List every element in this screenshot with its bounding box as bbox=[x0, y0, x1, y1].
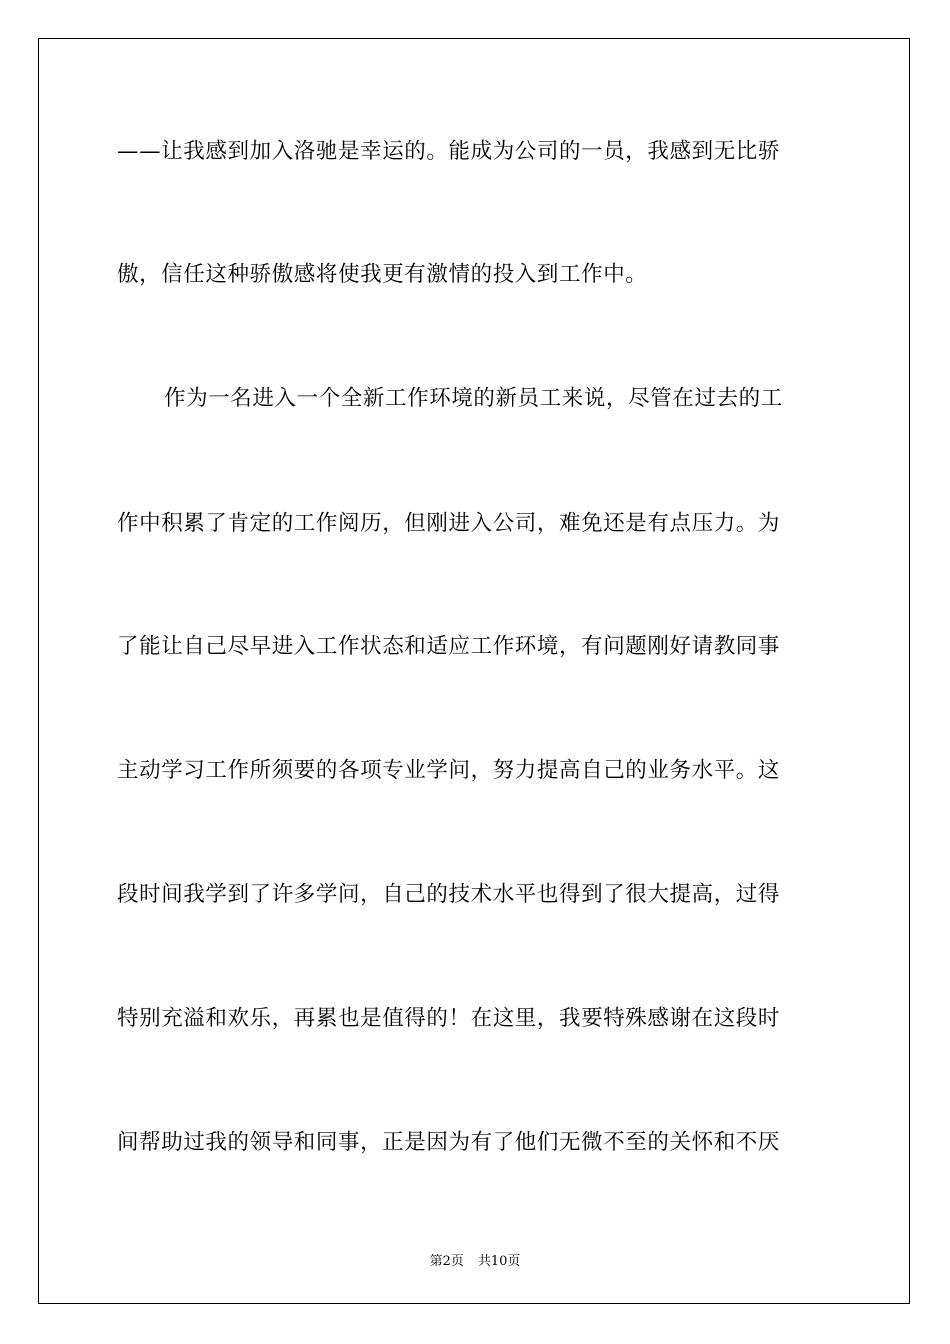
paragraph-first-line: 作为一名进入一个全新工作环境的新员工来说，尽管在过去的工 bbox=[164, 386, 783, 411]
text-line: 主动学习工作所须要的各项专业学问，努力提高自己的业务水平。这 bbox=[117, 758, 781, 783]
text-line: 特别充溢和欢乐，再累也是值得的！在这里，我要特殊感谢在这段时 bbox=[117, 1006, 781, 1031]
page-footer bbox=[0, 1250, 950, 1269]
page-number-current: 第2页 bbox=[429, 1254, 464, 1269]
text-line: ——让我感到加入洛驰是幸运的。能成为公司的一员，我感到无比骄 bbox=[117, 139, 781, 164]
text-line: 间帮助过我的领导和同事，正是因为有了他们无微不至的关怀和不厌 bbox=[117, 1130, 781, 1155]
page-number-total: 共10页 bbox=[477, 1254, 521, 1269]
text-line: 段时间我学到了许多学问，自己的技术水平也得到了很大提高，过得 bbox=[117, 882, 781, 907]
text-line: 傲，信任这种骄傲感将使我更有激情的投入到工作中。 bbox=[117, 262, 648, 287]
text-line: 作中积累了肯定的工作阅历，但刚进入公司，难免还是有点压力。为 bbox=[117, 511, 781, 536]
text-line: 了能让自己尽早进入工作状态和适应工作环境，有问题刚好请教同事 bbox=[117, 634, 781, 659]
page-border bbox=[38, 38, 910, 1304]
